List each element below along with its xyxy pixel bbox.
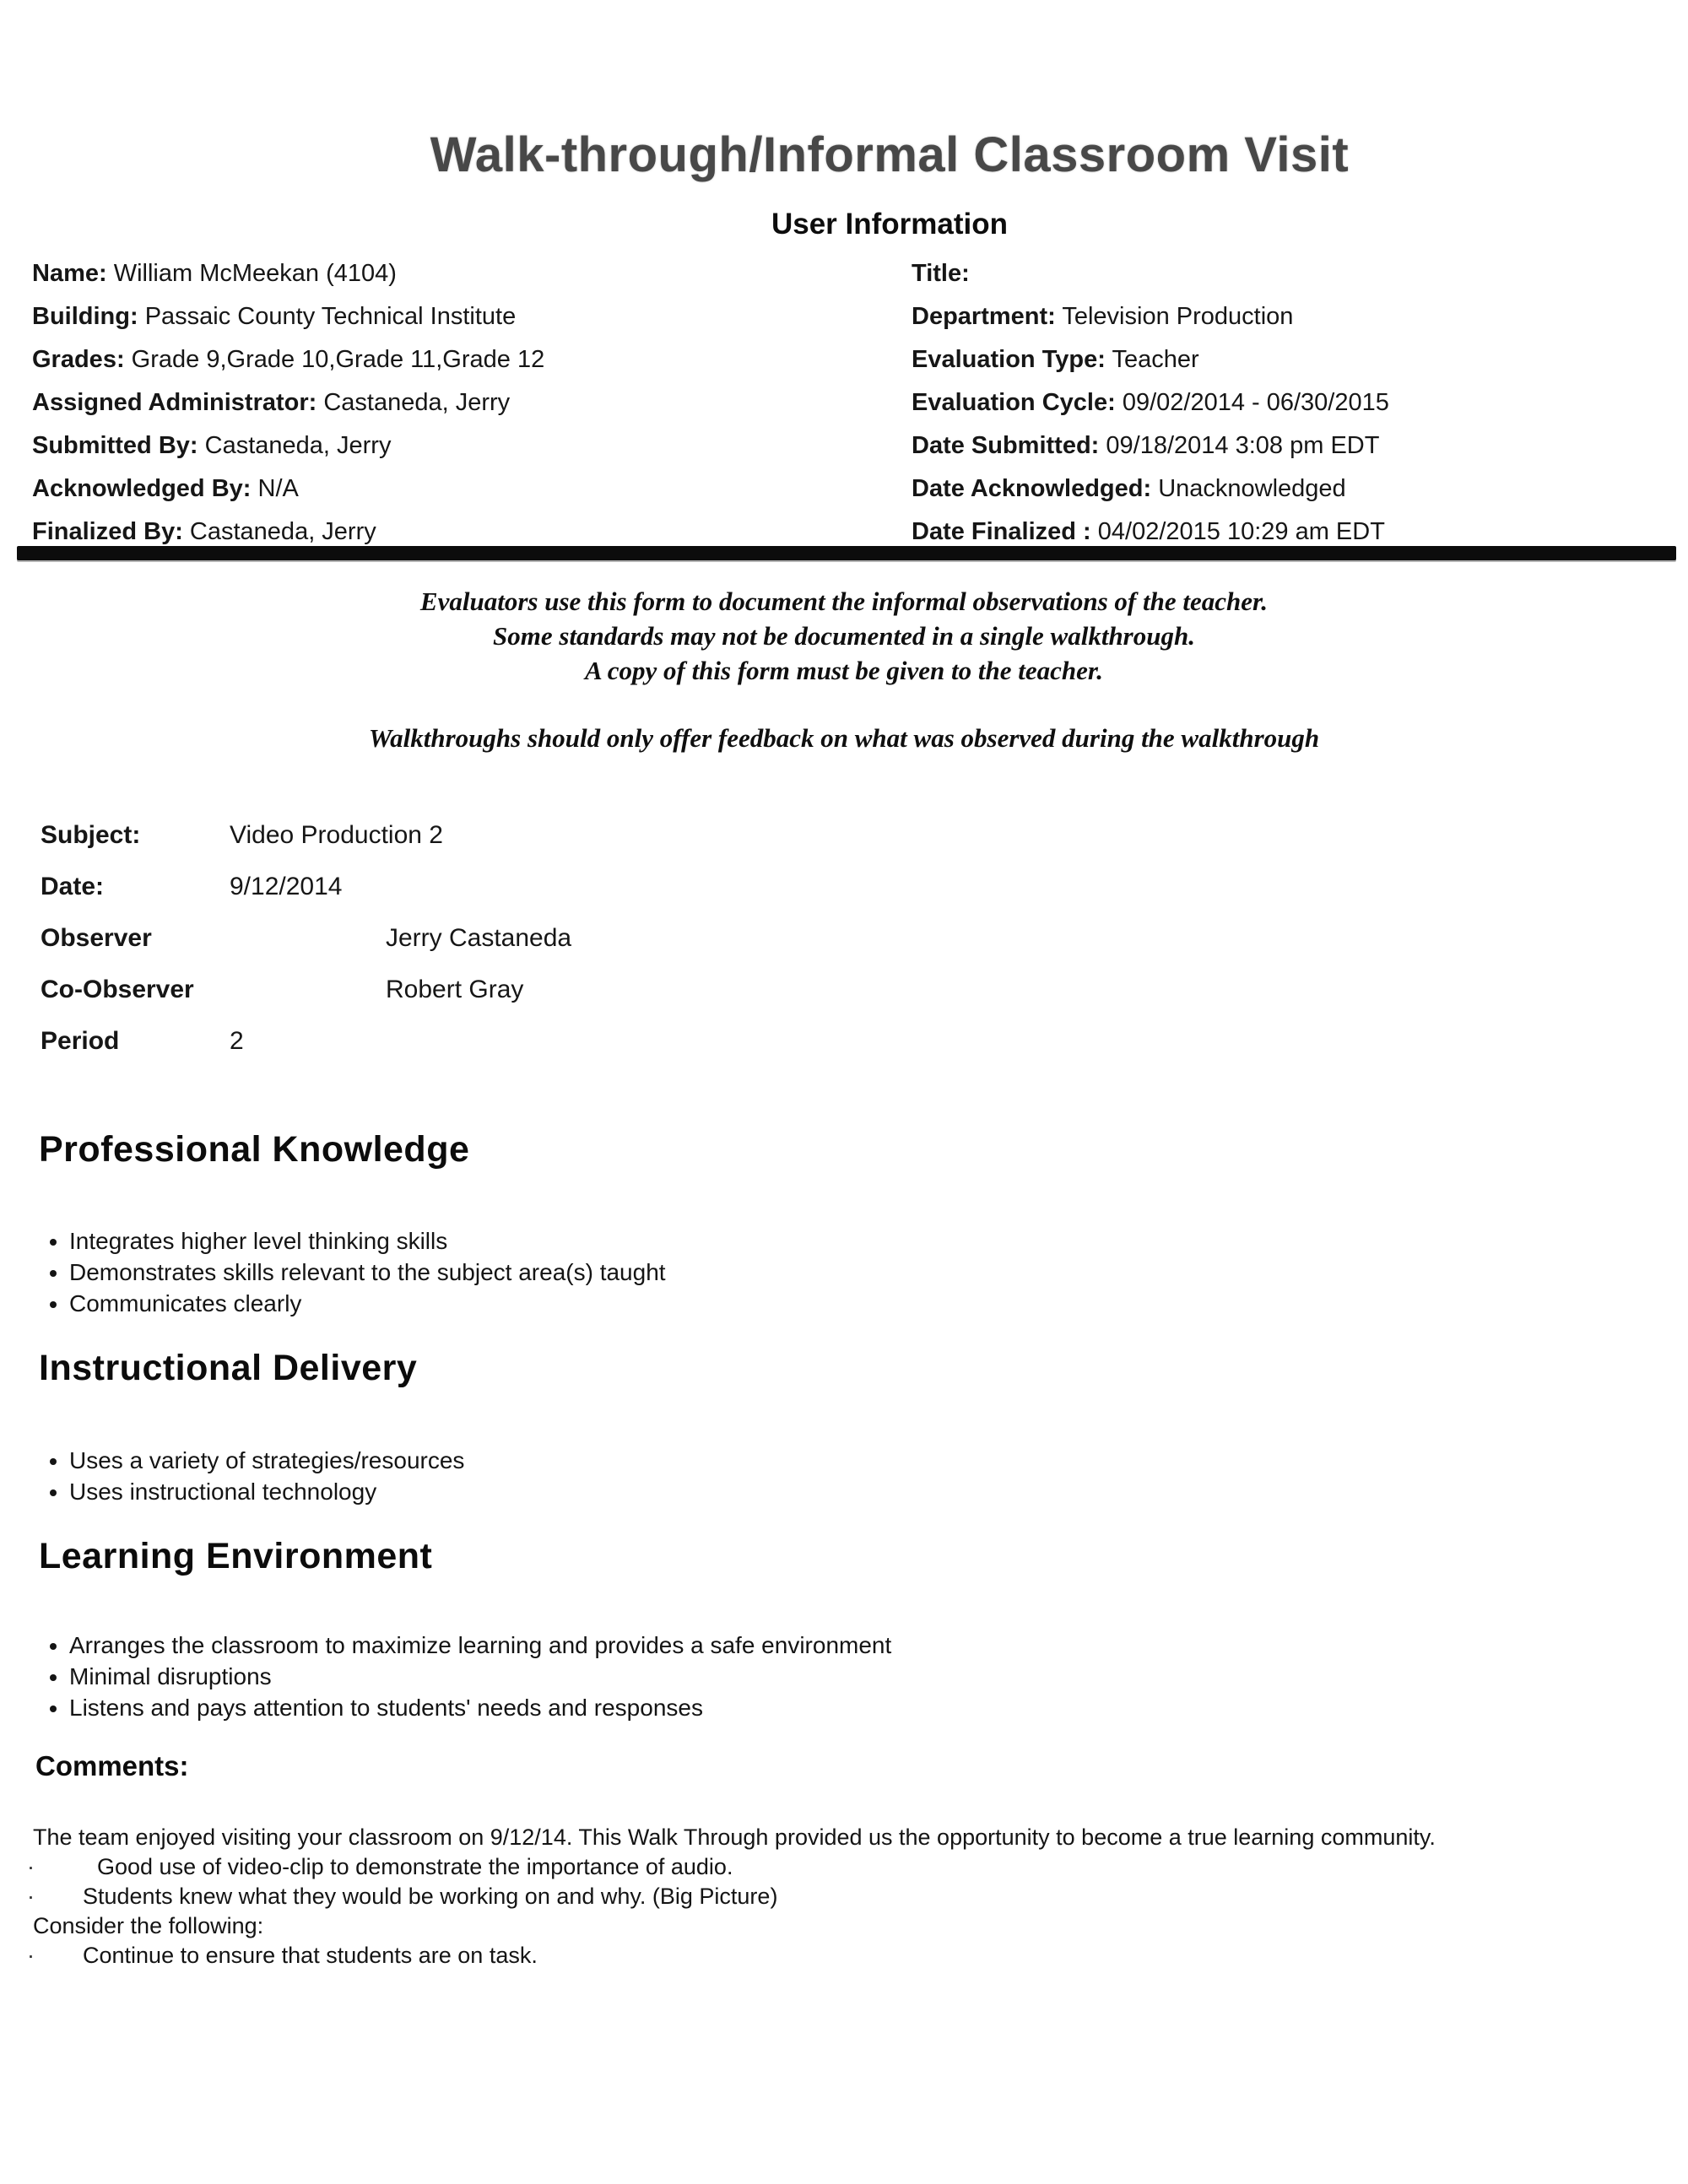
bullet-dot: · <box>27 1943 35 1968</box>
field-label: Evaluation Cycle: <box>912 389 1116 416</box>
field-value: Television Production <box>1062 303 1294 330</box>
bullet-item: • Uses a variety of strategies/resources <box>69 1445 464 1476</box>
bullet-item: • Demonstrates skills relevant to the subject area(s) taught <box>69 1257 666 1288</box>
bullet-item: • Uses instructional technology <box>69 1476 464 1507</box>
field-value: Jerry Castaneda <box>386 924 572 952</box>
user-info-row-date-acknowledged <box>912 470 1389 513</box>
field-label: Date: <box>41 873 105 900</box>
observation-row-co-observer <box>41 973 524 1024</box>
field-value: Passaic County Technical Institute <box>144 303 517 330</box>
field-value: N/A <box>257 475 299 502</box>
user-info-row-evaluation-type <box>912 341 1389 384</box>
comments-heading: Comments: <box>35 1750 189 1781</box>
field-value: 9/12/2014 <box>230 873 343 900</box>
section-heading-professional-knowledge: Professional Knowledge <box>39 1129 470 1170</box>
field-value: Grade 9,Grade 10,Grade 11,Grade 12 <box>131 346 545 373</box>
user-info-row-acknowledged-by <box>32 470 544 513</box>
user-info-right-column <box>912 255 1389 556</box>
field-value: 09/02/2014 - 06/30/2015 <box>1122 389 1389 416</box>
field-value: Castaneda, Jerry <box>189 518 376 545</box>
learning-environment-bullet-list <box>42 1630 891 1723</box>
field-label: Submitted By: <box>32 432 198 459</box>
instruction-line: Evaluators use this form to document the informal observations of the teacher. <box>419 587 1269 616</box>
field-value: Robert Gray <box>386 976 524 1003</box>
field-label: Date Acknowledged: <box>912 475 1152 502</box>
observation-row-observer <box>41 922 572 973</box>
field-value: William McMeekan (4104) <box>113 260 397 287</box>
comment-text: Students knew what they would be working on and why. (Big Picture) <box>83 1884 778 1909</box>
observation-row-date <box>41 870 343 922</box>
comment-text: Good use of video-clip to demonstrate the importance of audio. <box>97 1854 733 1879</box>
comment-text: The team enjoyed visiting your classroom on 9/12/14. This Walk Through provided us the opportunity to become a true learning community. <box>33 1825 1436 1850</box>
field-label: Department: <box>912 303 1056 330</box>
walkthrough-note: Walkthroughs should only offer feedback on what was observed during the walkthrough <box>368 723 1320 753</box>
field-value: 04/02/2015 10:29 am EDT <box>1097 518 1385 545</box>
user-info-row-title <box>912 255 1389 298</box>
observation-details <box>41 819 572 1076</box>
field-label: Evaluation Type: <box>912 346 1106 373</box>
field-label: Finalized By: <box>32 518 183 545</box>
user-info-row-evaluation-cycle <box>912 384 1389 427</box>
bullet-item: • Communicates clearly <box>69 1288 666 1319</box>
field-value: Castaneda, Jerry <box>323 389 511 416</box>
professional-knowledge-bullet-list <box>42 1225 666 1319</box>
bullet-item: • Minimal disruptions <box>69 1661 891 1692</box>
field-value: 09/18/2014 3:08 pm EDT <box>1106 432 1380 459</box>
user-info-row-submitted-by <box>32 427 544 470</box>
comments-block <box>25 1823 1680 1970</box>
field-value: Teacher <box>1112 346 1199 373</box>
instruction-line: A copy of this form must be given to the teacher. <box>585 656 1103 685</box>
section-divider <box>17 546 1676 560</box>
user-info-row-assigned-administrator <box>32 384 544 427</box>
bullet-item: • Listens and pays attention to students' needs and responses <box>69 1692 891 1723</box>
comment-line <box>25 1911 1680 1941</box>
comment-line <box>25 1941 1680 1970</box>
field-label: Assigned Administrator: <box>32 389 317 416</box>
field-value: Video Production 2 <box>230 821 443 849</box>
bullet-dot: · <box>27 1884 35 1909</box>
field-label: Acknowledged By: <box>32 475 252 502</box>
field-label: Period <box>41 1027 120 1055</box>
user-information-heading: User Information <box>771 208 1009 241</box>
field-label: Co-Observer <box>41 976 194 1003</box>
section-heading-instructional-delivery: Instructional Delivery <box>39 1348 418 1388</box>
comment-text: Consider the following: <box>33 1913 264 1938</box>
bullet-item: • Arranges the classroom to maximize learning and provides a safe environment <box>69 1630 891 1661</box>
comment-line <box>25 1852 1680 1882</box>
observation-row-subject <box>41 819 443 870</box>
comment-line <box>25 1823 1680 1852</box>
field-label: Title: <box>912 260 970 287</box>
field-label: Observer <box>41 924 152 952</box>
observation-row-period <box>41 1024 244 1076</box>
user-info-row-grades <box>32 341 544 384</box>
field-value: 2 <box>230 1027 244 1055</box>
user-info-row-date-submitted <box>912 427 1389 470</box>
field-label: Building: <box>32 303 138 330</box>
field-value: Castaneda, Jerry <box>204 432 392 459</box>
user-info-row-building <box>32 298 544 341</box>
field-label: Name: <box>32 260 107 287</box>
page-title: Walk-through/Informal Classroom Visit <box>430 127 1350 182</box>
field-label: Grades: <box>32 346 125 373</box>
section-heading-learning-environment: Learning Environment <box>39 1536 433 1576</box>
field-value: Unacknowledged <box>1158 475 1346 502</box>
instructional-delivery-bullet-list <box>42 1445 464 1507</box>
bullet-item: • Integrates higher level thinking skills <box>69 1225 666 1257</box>
comment-text: Continue to ensure that students are on task. <box>83 1943 538 1968</box>
user-info-row-name <box>32 255 544 298</box>
bullet-dot: · <box>27 1854 35 1879</box>
comment-line <box>25 1882 1680 1911</box>
user-info-left-column <box>32 255 544 556</box>
user-info-row-department <box>912 298 1389 341</box>
field-label: Date Finalized : <box>912 518 1091 545</box>
field-label: Date Submitted: <box>912 432 1100 459</box>
field-label: Subject: <box>41 821 141 849</box>
form-instructions <box>0 584 1688 755</box>
instruction-line: Some standards may not be documented in a single walkthrough. <box>493 621 1195 651</box>
